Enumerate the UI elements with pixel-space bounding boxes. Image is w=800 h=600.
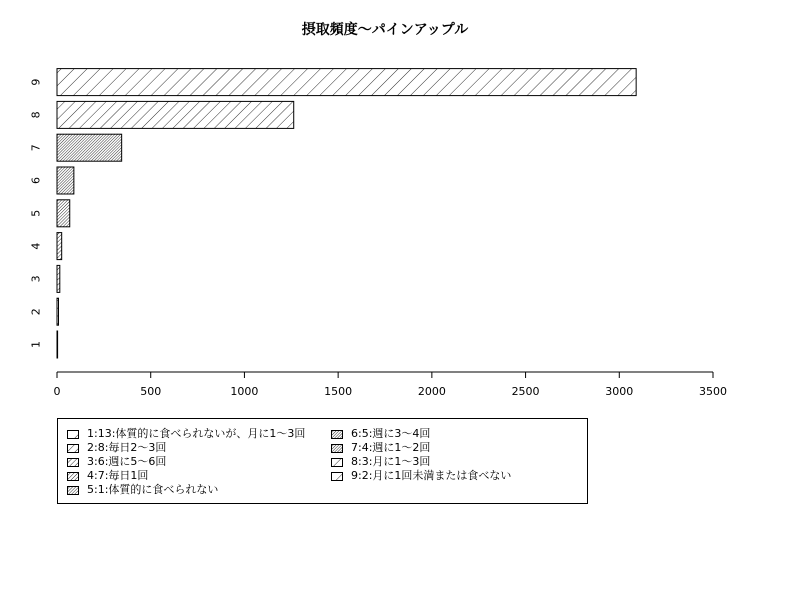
x-tick-label: 1500 [324, 385, 353, 398]
y-tick-label-1: 1 [29, 341, 43, 348]
bar-9 [57, 69, 636, 96]
bar-6 [57, 167, 74, 194]
y-tick-label-5: 5 [29, 209, 43, 217]
chart-title: 摂取頻度〜パインアップル [301, 22, 469, 38]
y-tick-label-9: 9 [29, 78, 43, 86]
x-tick-label: 1000 [230, 385, 259, 398]
x-tick-label: 500 [140, 385, 162, 398]
legend-item [67, 455, 305, 469]
legend-label: 6:5:週に3〜4回 [351, 427, 431, 440]
y-tick-labels [30, 79, 43, 348]
legend-swatch [331, 458, 343, 467]
y-tick-label-7: 7 [29, 144, 43, 152]
y-tick-label-3: 3 [29, 275, 43, 283]
legend-item [67, 483, 305, 497]
bar-2 [57, 298, 58, 325]
bar-8 [57, 101, 294, 128]
legend-swatch [67, 444, 79, 453]
bar-7 [57, 134, 122, 161]
bar-3 [57, 265, 60, 292]
legend-swatch [331, 472, 343, 481]
y-tick-label-6: 6 [29, 177, 43, 184]
legend-column-2 [331, 427, 511, 483]
bars-group [57, 69, 636, 358]
legend-swatch [67, 430, 79, 439]
legend-column-1 [67, 427, 305, 497]
x-tick-label: 3500 [699, 385, 727, 398]
y-tick-label-4: 4 [29, 242, 43, 250]
legend-label: 5:1:体質的に食べられない [87, 483, 219, 496]
x-tick-label: 2500 [511, 385, 540, 398]
legend-item [331, 441, 511, 455]
legend-swatch [67, 486, 79, 495]
legend-swatch [331, 444, 343, 453]
legend-item [67, 469, 305, 483]
legend-swatch [331, 430, 343, 439]
legend [57, 418, 588, 504]
bar-1 [57, 331, 58, 358]
y-tick-label-8: 8 [29, 111, 43, 119]
legend-label: 3:6:週に5〜6回 [87, 455, 167, 468]
legend-label: 2:8:毎日2〜3回 [87, 441, 167, 454]
legend-item [67, 441, 305, 455]
legend-item [331, 427, 511, 441]
legend-label: 9:2:月に1回未満または食べない [351, 469, 512, 482]
x-tick-label: 3000 [605, 385, 634, 398]
legend-swatch [67, 458, 79, 467]
x-axis [54, 372, 728, 398]
legend-label: 1:13:体質的に食べられないが、月に1〜3回 [87, 427, 306, 440]
legend-swatch [67, 472, 79, 481]
legend-item [331, 455, 511, 469]
y-tick-label-2: 2 [29, 308, 43, 316]
legend-item [67, 427, 305, 441]
legend-item [331, 469, 511, 483]
legend-label: 8:3:月に1〜3回 [351, 455, 431, 468]
x-tick-label: 2000 [417, 385, 446, 398]
bar-4 [57, 233, 62, 260]
bar-5 [57, 200, 70, 227]
legend-label: 7:4:週に1〜2回 [351, 441, 431, 454]
x-tick-label: 0 [53, 385, 61, 398]
legend-label: 4:7:毎日1回 [87, 469, 149, 482]
